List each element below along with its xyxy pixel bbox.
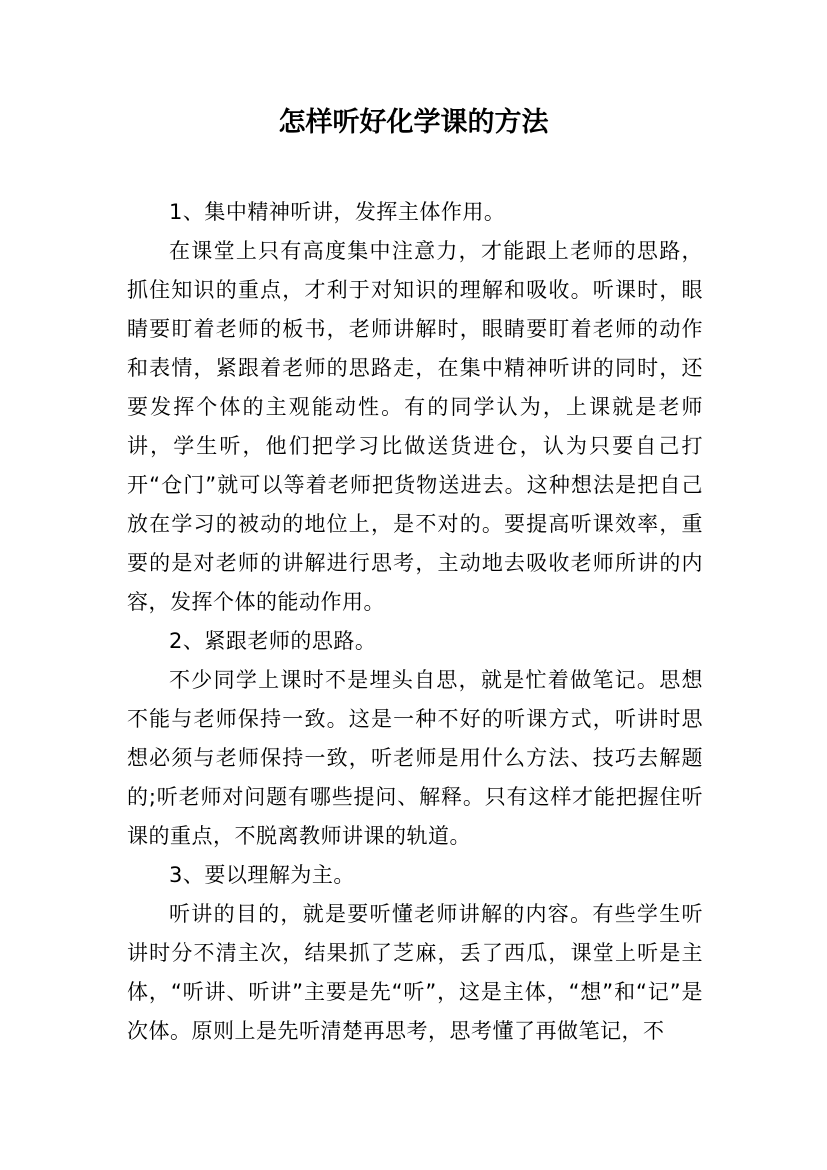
paragraph: 听讲的目的，就是要听懂老师讲解的内容。有些学生听讲时分不清主次，结果抓了芝麻，丢了西瓜，课堂上听是主体，“听讲、听讲”主要是先“听”，这是主体，“想”和“记”是次体。原则上是先听清楚再思考，思考懂了再做笔记，不 [127,902,703,1043]
document-body [127,193,703,1051]
document-title: 怎样听好化学课的方法 [278,107,549,138]
section-heading: 1、集中精神听讲，发挥主体作用。 [169,200,506,224]
section-heading: 2、紧跟老师的思路。 [169,629,377,653]
section-heading: 3、要以理解为主。 [169,863,355,887]
paragraph: 在课堂上只有高度集中注意力，才能跟上老师的思路，抓住知识的重点，才利于对知识的理解和吸收。听课时，眼睛要盯着老师的板书，老师讲解时，眼睛要盯着老师的动作和表情，紧跟着老师的思路走，在集中精神听讲的同时，还要发挥个体的主观能动性。有的同学认为，上课就是老师讲，学生听，他们把学习比做送货进仓，认为只要自己打开“仓门”就可以等着老师把货物送进去。这种想法是把自己放在学习的被动的地位上，是不对的。要提高听课效率，重要的是对老师的讲解进行思考，主动地去吸收老师所讲的内容，发挥个体的能动作用。 [127,239,703,614]
paragraph: 不少同学上课时不是埋头自思，就是忙着做笔记。思想不能与老师保持一致。这是一种不好的听课方式，听讲时思想必须与老师保持一致，听老师是用什么方法、技巧去解题的;听老师对问题有哪些提问、解释。只有这样才能把握住听课的重点，不脱离教师讲课的轨道。 [127,668,703,848]
